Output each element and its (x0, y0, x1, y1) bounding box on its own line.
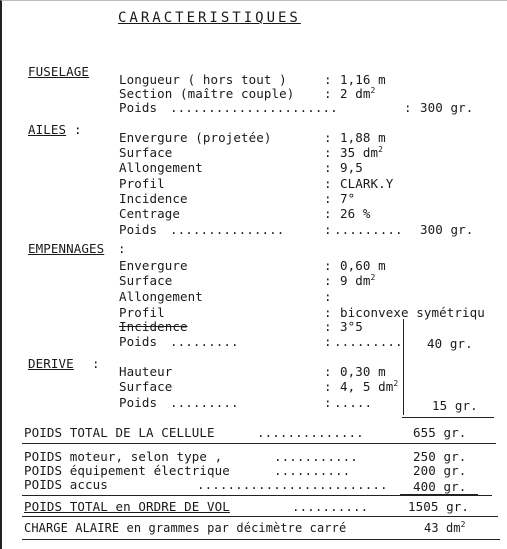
empennages-incidence-label: Incidence (119, 319, 188, 334)
section-colon-derive: : (92, 356, 100, 371)
section-colon-ailes: : (74, 122, 82, 137)
fuselage-longueur-label: Longueur ( hors tout ) (119, 72, 287, 87)
empennages-incidence-value: 3°5 (340, 319, 363, 334)
derive-hauteur-colon: : (324, 364, 332, 379)
derive-surface-value: 4, 5 $dm^2$ (340, 378, 399, 394)
empennages-poids-colon: : (324, 334, 332, 349)
breakdown-moteur-label: POIDS moteur, selon type , (24, 449, 223, 464)
ailes-poids-total: 300 gr. (420, 222, 474, 237)
cellule-total-label: POIDS TOTAL DE LA CELLULE (24, 425, 215, 440)
derive-hauteur-value: 0,30 m (340, 364, 386, 379)
rule-above-total-vol (22, 495, 492, 496)
fuselage-section-colon: : (324, 86, 332, 101)
empennages-surface-label: Surface (119, 273, 173, 288)
ailes-incidence-value: 7° (340, 191, 356, 206)
empennages-profil-colon: : (324, 305, 332, 320)
empennages-envergure-colon: : (324, 258, 332, 273)
breakdown-equipement-value: 200 gr. (413, 463, 467, 478)
empennages-envergure-value: 0,60 m (340, 258, 386, 273)
derive-poids-colon: : (324, 395, 332, 410)
ailes-incidence-colon: : (324, 191, 332, 206)
ailes-centrage-label: Centrage (119, 206, 181, 221)
ailes-surface-label: Surface (119, 145, 173, 160)
ailes-allongement-value: 9,5 (340, 160, 363, 175)
empennages-envergure-label: Envergure (119, 258, 188, 273)
breakdown-equipement-label: POIDS équipement électrique (24, 463, 230, 478)
rule-below-cellule (22, 443, 496, 444)
section-heading-derive: DERIVE (28, 356, 74, 371)
charge-alaire-label: CHARGE ALAIRE en grammes par décimètre carré (24, 521, 347, 535)
charge-alaire-value: 43 $dm^2$ (424, 520, 466, 535)
empennages-allongement-colon: : (324, 289, 332, 304)
fuselage-longueur-colon: : (324, 72, 332, 87)
fuselage-poids-label: Poids (119, 100, 158, 115)
empennages-poids-total: 40 gr. (427, 336, 473, 351)
ailes-poids-label: Poids (119, 222, 158, 237)
derive-hauteur-label: Hauteur (119, 364, 173, 379)
ailes-allongement-label: Allongement (119, 160, 203, 175)
ailes-centrage-value: 26 % (340, 206, 371, 221)
section-heading-ailes: AILES (28, 122, 67, 137)
ailes-surface-value: 35 $dm^2$ (340, 144, 384, 160)
section-heading-empennages: EMPENNAGES (28, 241, 105, 256)
derive-surface-label: Surface (119, 379, 173, 394)
ailes-profil-value: CLARK.Y (340, 176, 394, 191)
breakdown-moteur-dots: ........... (274, 449, 358, 464)
empennages-profil-value: biconvexe symétriqu (340, 305, 485, 320)
empennages-profil-label: Profil (119, 305, 165, 320)
ailes-incidence-label: Incidence (119, 191, 188, 206)
total-vol-value: 1505 gr. (408, 499, 470, 514)
fuselage-section-label: Section (maître couple) (119, 86, 295, 101)
rule-above-cellule (402, 417, 494, 418)
empennages-poids-dots2: ......... (334, 334, 403, 349)
cellule-total-value: 655 gr. (413, 425, 467, 440)
ailes-profil-colon: : (324, 176, 332, 191)
totals-column-rule (403, 319, 404, 415)
ailes-surface-colon: : (324, 145, 332, 160)
cellule-total-dots: .............. (257, 425, 364, 440)
derive-surface-colon: : (324, 379, 332, 394)
fuselage-section-value: 2 $dm^2$ (340, 85, 376, 101)
fuselage-poids-total: 300 gr. (420, 100, 474, 115)
derive-poids-label: Poids (119, 395, 158, 410)
breakdown-equipement-dots: .......... (274, 463, 351, 478)
ailes-poids-colon: : (324, 222, 332, 237)
empennages-surface-value: 9 $dm^2$ (340, 272, 376, 288)
derive-poids-dots2: ..... (334, 395, 373, 410)
ailes-envergure-label: Envergure (projetée) (119, 130, 272, 145)
rule-below-total-vol (22, 516, 498, 517)
derive-poids-dots: ......... (170, 395, 239, 410)
fuselage-longueur-value: 1,16 m (340, 72, 386, 87)
breakdown-accus-label: POIDS accus (24, 477, 108, 492)
ailes-centrage-colon: : (324, 206, 332, 221)
derive-poids-total: 15 gr. (432, 398, 478, 413)
ailes-envergure-colon: : (324, 130, 332, 145)
empennages-poids-label: Poids (119, 334, 158, 349)
breakdown-moteur-value: 250 gr. (413, 449, 467, 464)
section-heading-fuselage: FUSELAGE (28, 64, 90, 79)
ailes-poids-dots2: ......... (334, 222, 403, 237)
ailes-poids-dots: ............... (170, 222, 285, 237)
empennages-allongement-label: Allongement (119, 289, 203, 304)
ailes-profil-label: Profil (119, 176, 165, 191)
page-title: CARACTERISTIQUES (118, 10, 301, 26)
empennages-surface-colon: : (324, 273, 332, 288)
empennages-incidence-colon: : (324, 319, 332, 334)
ailes-envergure-value: 1,88 m (340, 130, 386, 145)
rule-bottom (22, 539, 500, 540)
breakdown-accus-value: 400 gr. (413, 479, 467, 494)
section-colon-empennages: : (118, 241, 126, 256)
fuselage-poids-dots: ...................... (170, 100, 338, 115)
ailes-allongement-colon: : (324, 160, 332, 175)
total-vol-dots: .......... (292, 499, 369, 514)
total-vol-label: POIDS TOTAL en ORDRE DE VOL (24, 499, 230, 514)
breakdown-accus-dots: ......................... (197, 477, 388, 492)
fuselage-poids-colon: : (404, 100, 412, 115)
empennages-poids-dots: ......... (170, 334, 239, 349)
